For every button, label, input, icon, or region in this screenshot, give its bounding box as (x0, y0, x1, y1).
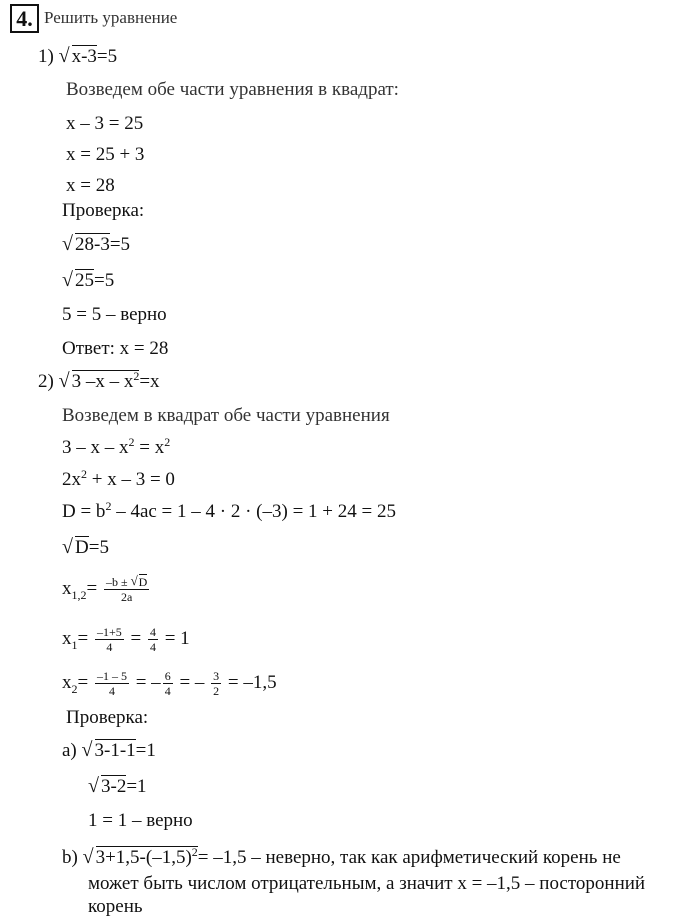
fraction: $\frac{6}{4}$ (164, 669, 171, 698)
part2-root1: $x_1=$ $\frac{-1+5}{4}$ = $\frac{4}{4}$ = 1 (62, 625, 190, 654)
part1-step: x – 3 = 25 (66, 113, 144, 134)
part1-step: x = 25 + 3 (66, 144, 145, 165)
fraction: $\frac{-1+5}{4}$ (96, 625, 122, 654)
part2-step: √ D=5 (62, 537, 109, 559)
part1-check-label: Проверка: (62, 200, 145, 221)
sqrt-sign: √ 28-3 (62, 234, 110, 256)
sqrt-sign: √ 25 (62, 270, 94, 292)
part1-answer: Ответ: x = 28 (62, 338, 169, 359)
fraction: $\frac{-1 - 5}{4}$ (96, 669, 127, 698)
part2-check-a: a) √ 3-1-1=1 (62, 740, 156, 762)
part2-step: $D = b^2 - 4ac = 1 - 4 \cdot 2 \cdot (-3) = 1 + 24 = 25$ (62, 499, 396, 522)
part2-step: $2x^2 + x - 3 = 0$ (62, 467, 175, 490)
sqrt-sign: √ D (62, 537, 89, 559)
part2-root-formula: $x_{1,2}=$ $\frac{-b \pm √ D}{2a}$ (62, 575, 151, 604)
part1-instruction: Возведем обе части уравнения в квадрат: (66, 79, 399, 100)
problem-title: Решить уравнение (44, 8, 178, 27)
part2-check-b-line: может быть числом отрицательным, а значит x = –1,5 – посторонний (88, 873, 646, 894)
part1-check-line: 5 = 5 – верно (62, 304, 167, 325)
part2-root2: $x_2=$ $\frac{-1 - 5}{4}$ = – $\frac{6}{4}$ = – $\frac{3}{2}$ = –1,5 (62, 669, 277, 698)
problem-number-box (10, 4, 39, 33)
problem-number: 4. (16, 6, 33, 31)
fraction: $\frac{3}{2}$ (213, 669, 220, 698)
part1-equation: 1) √ x-3=5 (38, 46, 117, 68)
part2-equation: 2) √ 3 $-x - x^2=x$ (38, 371, 160, 393)
part2-check-label: Проверка: (66, 707, 149, 728)
sqrt-sign: √ $3+1,5-(-1,5)^2$ (83, 847, 198, 869)
sqrt-sign: √ D (131, 575, 148, 589)
part2-step: $3 - x - x^2 = x^2$ (62, 435, 171, 458)
part1-step: x = 28 (66, 175, 115, 196)
sqrt-sign: √ x-3 (59, 46, 97, 68)
part2-check-a-line: √ 3-2=1 (88, 776, 147, 798)
sqrt-sign: √ 3-1-1 (82, 740, 136, 762)
part2-check-b-line: корень (88, 896, 143, 917)
sqrt-sign: √ 3-2 (88, 776, 126, 798)
part1-check-line: √ 28-3=5 (62, 234, 130, 256)
part2-check-a-line: 1 = 1 – верно (88, 810, 193, 831)
part2-check-b: b) √ $3+1,5-(-1,5)^2= -1,5$ – неверно, так как арифметический корень не (62, 847, 621, 869)
fraction: $\frac{4}{4}$ (149, 625, 156, 654)
part1-check-line: √ 25=5 (62, 270, 114, 292)
part2-instruction: Возведем в квадрат обе части уравнения (62, 405, 390, 426)
fraction: $\frac{-b \pm √ D}{2a}$ (104, 575, 149, 604)
sqrt-sign: √ 3 $-x - x^2$ (59, 371, 140, 393)
